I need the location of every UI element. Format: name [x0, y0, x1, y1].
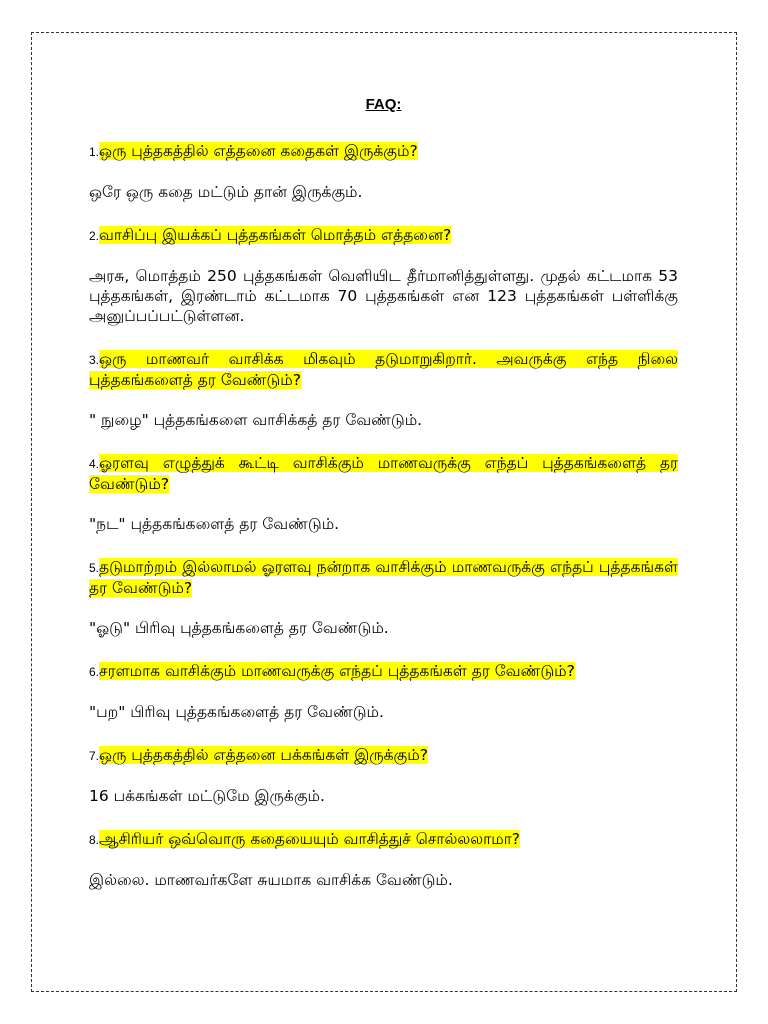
faq-question-text: சரளமாக வாசிக்கும் மாணவருக்கு எந்தப் புத்தகங்கள் தர வேண்டும்?: [99, 662, 575, 680]
faq-question-text: ஆசிரியர் ஒவ்வொரு கதையையும் வாசித்துச் சொல்லலாமா?: [99, 830, 521, 848]
faq-answer: 16 பக்கங்கள் மட்டுமே இருக்கும்.: [89, 787, 325, 805]
faq-question-text: ஒரு மாணவர் வாசிக்க மிகவும் தடுமாறுகிறார். அவருக்கு எந்த நிலை புத்தகங்களைத் தர வேண்டும்?: [89, 350, 678, 389]
faq-answer: ஒரே ஒரு கதை மட்டும் தான் இருக்கும்.: [89, 183, 363, 201]
faq-item: [89, 829, 678, 890]
faq-answer: " நுழை" புத்தகங்களை வாசிக்கத் தர வேண்டும்.: [89, 411, 423, 429]
faq-question-number: 5.: [89, 561, 100, 575]
faq-question: [89, 745, 678, 766]
faq-answer: "நட" புத்தகங்களைத் தர வேண்டும்.: [89, 515, 340, 533]
faq-question-text: ஓரளவு எழுத்துக் கூட்டி வாசிக்கும் மாணவருக்கு எந்தப் புத்தகங்களைத் தர வேண்டும்?: [89, 454, 678, 493]
faq-question: [89, 349, 678, 390]
faq-answer: இல்லை. மாணவர்களே சுயமாக வாசிக்க வேண்டும்.: [89, 871, 453, 889]
faq-answer: அரசு, மொத்தம் 250 புத்தகங்கள் வெளியிட தீர்மானித்துள்ளது. முதல் கட்டமாக 53 புத்தகங்கள், இரண்டாம் கட்டமாக 70 புத்தகங்கள் என 123 புத்தகங்கள் பள்ளிக்கு அனுப்பப்பட்டுள்ளன.: [89, 267, 678, 325]
page-title: FAQ:: [365, 96, 402, 113]
faq-question-text: ஒரு புத்தகத்தில் எத்தனை கதைகள் இருக்கும்?: [99, 142, 418, 160]
faq-question-text: வாசிப்பு இயக்கப் புத்தகங்கள் மொத்தம் எத்தனை?: [99, 226, 452, 244]
faq-item: [89, 141, 678, 202]
faq-question-number: 8.: [89, 833, 100, 847]
faq-question-number: 6.: [89, 665, 100, 679]
faq-answer: "பற" பிரிவு புத்தகங்களைத் தர வேண்டும்.: [89, 703, 384, 721]
faq-question-number: 3.: [89, 353, 100, 367]
faq-question: [89, 829, 678, 850]
faq-question-number: 4.: [89, 457, 100, 471]
faq-question-number: 2.: [89, 229, 100, 243]
faq-item: [89, 745, 678, 806]
faq-question: [89, 453, 678, 494]
faq-question-text: தடுமாற்றம் இல்லாமல் ஓரளவு நன்றாக வாசிக்கும் மாணவருக்கு எந்தப் புத்தகங்கள் தர வேண்டும்?: [89, 558, 678, 597]
faq-question-number: 7.: [89, 749, 100, 763]
faq-question: [89, 141, 678, 162]
faq-question: [89, 225, 678, 246]
faq-item: [89, 557, 678, 638]
faq-item: [89, 453, 678, 534]
faq-question-text: ஒரு புத்தகத்தில் எத்தனை பக்கங்கள் இருக்கும்?: [99, 746, 428, 764]
document-body: [89, 96, 678, 913]
faq-question: [89, 557, 678, 598]
faq-item: [89, 225, 678, 326]
faq-answer: "ஓடு" பிரிவு புத்தகங்களைத் தர வேண்டும்.: [89, 619, 389, 637]
faq-item: [89, 349, 678, 430]
faq-list: [89, 141, 678, 890]
faq-question-number: 1.: [89, 145, 100, 159]
faq-item: [89, 661, 678, 722]
faq-question: [89, 661, 678, 682]
